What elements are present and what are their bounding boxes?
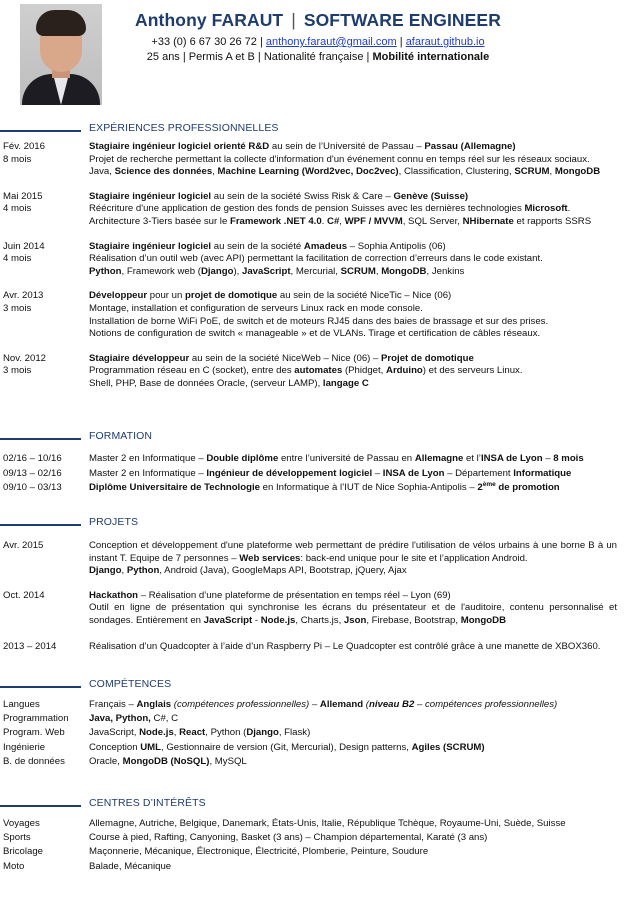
education-item: 02/16 – 10/16 Master 2 en Informatique – Double diplôme entre l’université de Passau en Allemagne et l’INSA de Lyon – 8 mois <box>3 453 584 464</box>
section-rule <box>0 524 81 526</box>
section-title: FORMATION <box>89 430 153 442</box>
profile-photo <box>20 4 102 105</box>
section-title: CENTRES D’INTÉRÊTS <box>89 797 206 809</box>
email-link[interactable]: anthony.faraut@gmail.com <box>265 36 397 48</box>
skills-section <box>0 678 638 769</box>
section-rule <box>0 130 81 132</box>
project-item: 2013 – 2014 Réalisation d’un Quadcopter à l’aide d’un Raspberry Pi – Le Quadcopter est contrôlé grâce à une manette de XBOX360. <box>3 640 601 652</box>
experience-item: Fév. 2016 8 mois Stagiaire ingénieur logiciel orienté R&D au sein de l’Université de Passau – Passau (Allemagne) Projet de recherche permettant la collecte d'information d'un événement connu en temps réel sur les réseaux sociaux. Java, Science des données, Machine Learning (Word2vec, Doc2vec), Classification, Clustering, SCRUM, MongoDB <box>3 141 601 178</box>
skill-row: B. de données Oracle, MongoDB (NoSQL), MySQL <box>3 755 247 767</box>
experience-item: Mai 2015 4 mois Stagiaire ingénieur logiciel au sein de la société Swiss Risk & Care – Genève (Suisse) Réécriture d'une application de gestion des fonds de pension Suisses avec les dernières technologies Microsoft. Architecture 3-Tiers basée sur le Framework .NET 4.0. C#, WPF / MVVM, SQL Server, NHibernate et rapports SSRS <box>3 190 592 227</box>
skill-row: Ingénierie Conception UML, Gestionnaire de version (Git, Mercurial), Design patterns, Agiles (SCRUM) <box>3 741 485 753</box>
projects-section <box>0 516 638 653</box>
section-rule <box>0 805 81 807</box>
personal-info-line: 25 ans | Permis A et B | Nationalité française | Mobilité internationale <box>146 51 490 63</box>
phone: +33 (0) 6 67 30 26 72 <box>151 36 257 48</box>
experience-section <box>0 122 638 391</box>
job-title: SOFTWARE ENGINEER <box>303 10 501 30</box>
project-item: Avr. 2015 Conception et développement d'une plateforme web permettant de prédire l'utilisation de vélos urbains à une borne B à un instant T. Equipe de 7 personnes – Web services: back-end unique pour le site et l’application Android. Django, Python, Android (Java), GoogleMaps API, Bootstrap, jQuery, Ajax <box>3 540 617 577</box>
project-item: Oct. 2014 Hackathon – Réalisation d’une plateforme de présentation en temps réel – Lyon (69) Outil en ligne de présentation qui synchronise les écrans du présentateur et de l'auditoire, contenu personnalisé et sondages. Entièrement en JavaScript - Node.js, Charts.js, Json, Firebase, Bootstrap, MongoDB <box>3 589 617 626</box>
experience-item: Avr. 2013 3 mois Développeur pour un projet de domotique au sein de la société NiceTic – Nice (06) Montage, installation et configuration de serveurs Linux rack en mode console. Installation de borne WiFi PoE, de switch et de moteurs RJ45 dans des baies de brassage et sur des prises. Notions de configuration de switch « manageable » et de VLANs. Tirage et certification de câbles réseaux. <box>3 290 549 340</box>
skill-row: Programmation Java, Python, C#, C <box>3 713 179 725</box>
education-item: 09/10 – 03/13 Diplôme Universitaire de Technologie en Informatique à l’IUT de Nice Sophia-Antipolis – 2ème de promotion <box>3 481 560 494</box>
contact-line: +33 (0) 6 67 30 26 72 | anthony.faraut@gmail.com | afaraut.github.io <box>151 36 485 48</box>
cv-header <box>108 0 528 63</box>
education-item: 09/13 – 02/16 Master 2 en Informatique – Ingénieur de développement logiciel – INSA de Lyon – Département Informatique <box>3 467 572 479</box>
interest-row: Sports Course à pied, Rafting, Canyoning, Basket (3 ans) – Champion départemental, Karaté (3 ans) <box>3 832 488 844</box>
section-title: PROJETS <box>89 516 139 528</box>
full-name: Anthony FARAUT <box>135 10 284 30</box>
interest-row: Voyages Allemagne, Autriche, Belgique, Danemark, États-Unis, Italie, République Tchèque, Royaume-Uni, Suède, Suisse <box>3 818 566 829</box>
interest-row: Bricolage Maçonnerie, Mécanique, Électronique, Électricité, Plomberie, Peinture, Soudure <box>3 846 429 858</box>
section-title: EXPÉRIENCES PROFESSIONNELLES <box>89 122 279 134</box>
experience-item: Nov. 2012 3 mois Stagiaire développeur au sein de la société NiceWeb – Nice (06) – Projet de domotique Programmation réseau en C (socket), entre des automates (Phidget, Arduino) et des serveurs Linux. Shell, PHP, Base de données Oracle, (serveur LAMP), langage C <box>3 352 523 389</box>
website-link[interactable]: afaraut.github.io <box>405 36 485 48</box>
skill-row: Program. Web JavaScript, Node.js, React, Python (Django, Flask) <box>3 727 311 739</box>
section-title: COMPÉTENCES <box>89 678 172 690</box>
interest-row: Moto Balade, Mécanique <box>3 860 172 872</box>
section-rule <box>0 438 81 440</box>
skill-row: Langues Français – Anglais (compétences professionnelles) – Allemand (niveau B2 – compétences professionnelles) <box>3 699 558 710</box>
name-title-line: Anthony FARAUT | SOFTWARE ENGINEER <box>135 10 501 30</box>
interests-section <box>0 797 638 874</box>
section-rule <box>0 686 81 688</box>
education-section <box>0 430 638 496</box>
experience-item: Juin 2014 4 mois Stagiaire ingénieur logiciel au sein de la société Amadeus – Sophia Antipolis (06) Réalisation d’un outil web (avec API) permettant la facilitation de correction d’erreurs dans le code existant. Python, Framework web (Django), JavaScript, Mercurial, SCRUM, MongoDB, Jenkins <box>3 240 543 277</box>
